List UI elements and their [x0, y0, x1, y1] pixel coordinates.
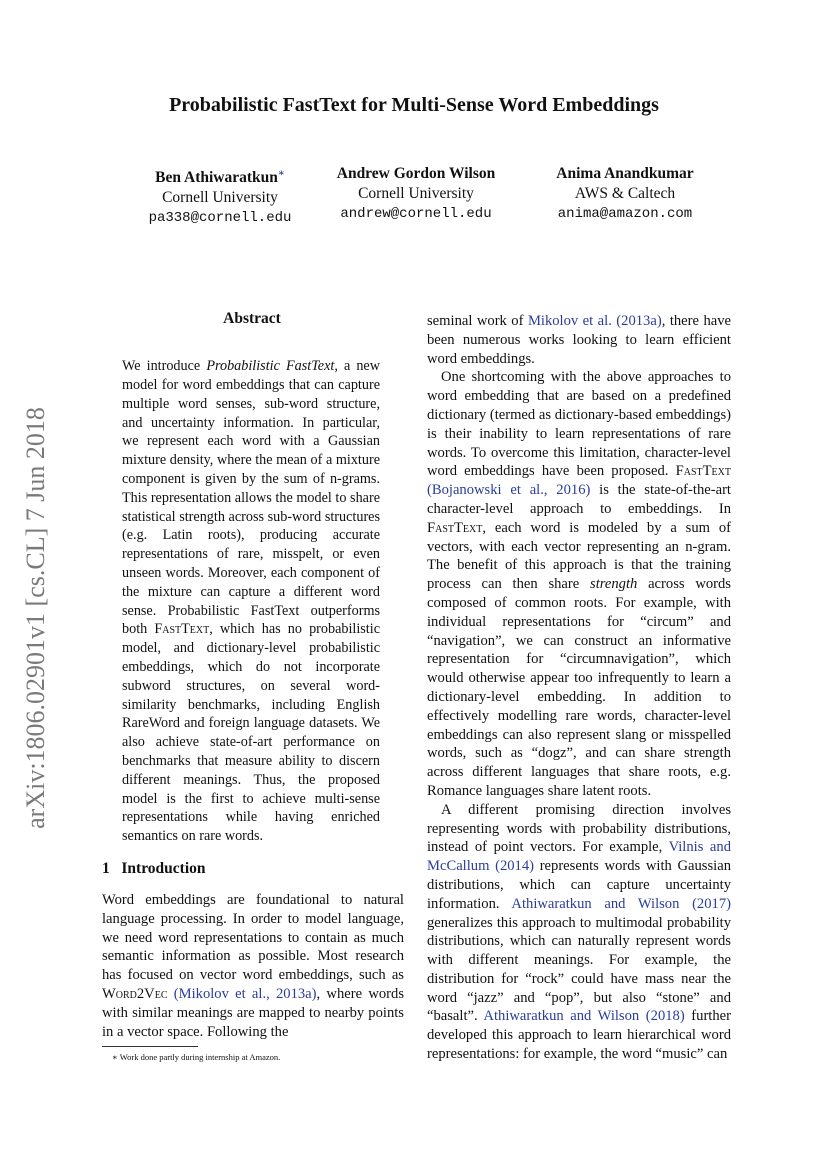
author-affiliation: AWS & Caltech [574, 185, 676, 202]
author-affiliation: Cornell University [162, 189, 278, 207]
author-block-2 [296, 164, 536, 224]
author-affiliation: Cornell University [358, 185, 474, 202]
author-name: Anima Anandkumar [556, 165, 694, 182]
citation-link[interactable]: (Bojanowski et al., 2016) [427, 482, 591, 499]
arxiv-identifier: arXiv:1806.02901v1 [cs.CL] 7 Jun 2018 [21, 407, 50, 829]
author-email: pa338@cornell.edu [148, 210, 292, 227]
right-column [427, 312, 731, 1064]
author-email: andrew@cornell.edu [340, 206, 492, 222]
footnote: ∗ Work done partly during internship at Amazon. [112, 1052, 281, 1062]
citation-link[interactable]: Athiwaratkun and Wilson (2018) [483, 1008, 685, 1025]
author-name: Ben Athiwaratkun∗ [155, 168, 285, 187]
footnote-mark[interactable]: ∗ [277, 168, 285, 179]
intro-paragraph-2: One shortcoming with the above approaches to word embedding that are based on a predefined dictionary (termed as dictionary-based embeddings) is their inability to learn representations of rare words. To overcome this limitation, character-level word embeddings have been proposed. FastText (Bojanowski et al., 2016) is the state-of-the-art character-level approach to embeddings. In FastText, each word is modeled by a sum of vectors, with each vector representing an n-gram. The benefit of this approach is that the training process can then share strength across words composed of common roots. For example, with individual representations for “circum” and “navigation”, we can construct an informative representation for “circumnavigation”, which would otherwise appear too infrequently to learn a dictionary-level embedding. In addition to effectively modelling rare words, character-level embeddings can also represent slang or misspelled words, such as “dogz”, and can share strength across different languages that share roots, e.g. Romance languages share latent roots. [427, 369, 731, 799]
intro-paragraph-1: Word embeddings are foundational to natural language processing. In order to model language, we need word representations to contain as much semantic information as possible. Most research has focused on vector word embeddings, such as Word2Vec (Mikolov et al., 2013a), where words with similar meanings are mapped to nearby points in a vector space. Following the [102, 892, 404, 1040]
section-heading: 1 Introduction [102, 860, 206, 877]
abstract-heading: Abstract [223, 310, 281, 327]
footnote-rule [102, 1046, 198, 1047]
paper-title: Probabilistic FastText for Multi-Sense Word Embeddings [169, 94, 659, 116]
citation-link[interactable]: Vilnis and McCallum (2014) [427, 839, 732, 875]
author-email: anima@amazon.com [557, 206, 693, 222]
citation-link[interactable]: Athiwaratkun and Wilson (2017) [511, 895, 731, 912]
intro-paragraph-3: A different promising direction involves representing words with probability distributions, instead of point vectors. For example, Vilnis and McCallum (2014) represents words with Gaussian distributions, which can capture uncertainty information. Athiwaratkun and Wilson (2017) generalizes this approach to multimodal probability distributions, which can naturally represent words with different meanings. For example, the distribution for “rock” could have mass near the word “jazz” and “pop”, but also “stone” and “basalt”. Athiwaratkun and Wilson (2018) further developed this approach to learn hierarchical word representations: for example, the word “music” can [427, 801, 732, 1063]
intro-paragraph-1-cont: seminal work of Mikolov et al. (2013a), there have been numerous works looking to learn efficient word embeddings. [427, 313, 731, 367]
citation-link[interactable]: (Mikolov et al., 2013a) [173, 985, 317, 1002]
author-block-3 [505, 164, 745, 224]
author-name: Andrew Gordon Wilson [336, 165, 496, 182]
citation-link[interactable]: Mikolov et al. (2013a) [527, 313, 662, 329]
abstract-text: We introduce Probabilistic FastText, a new model for word embeddings that can capture multiple word senses, sub-word structure, and uncertainty information. In particular, we represent each word with a Gaussian mixture density, where the mean of a mixture component is given by the sum of n-grams. This representation allows the model to share statistical strength across sub-word structures (e.g. Latin roots), producing accurate representations of rare, misspelt, or even unseen words. Moreover, each component of the mixture can capture a different word sense. Probabilistic FastText outperforms both FastText, which has no probabilistic model, and dictionary-level probabilistic embeddings, which do not incorporate subword structures, on several word-similarity benchmarks, including English RareWord and foreign language datasets. We also achieve state-of-art performance on benchmarks that measure ability to discern different meanings. Thus, the proposed model is the first to achieve multi-sense representations while having enriched semantics on rare words. [122, 358, 380, 845]
arxiv-sidebar [16, 378, 56, 858]
